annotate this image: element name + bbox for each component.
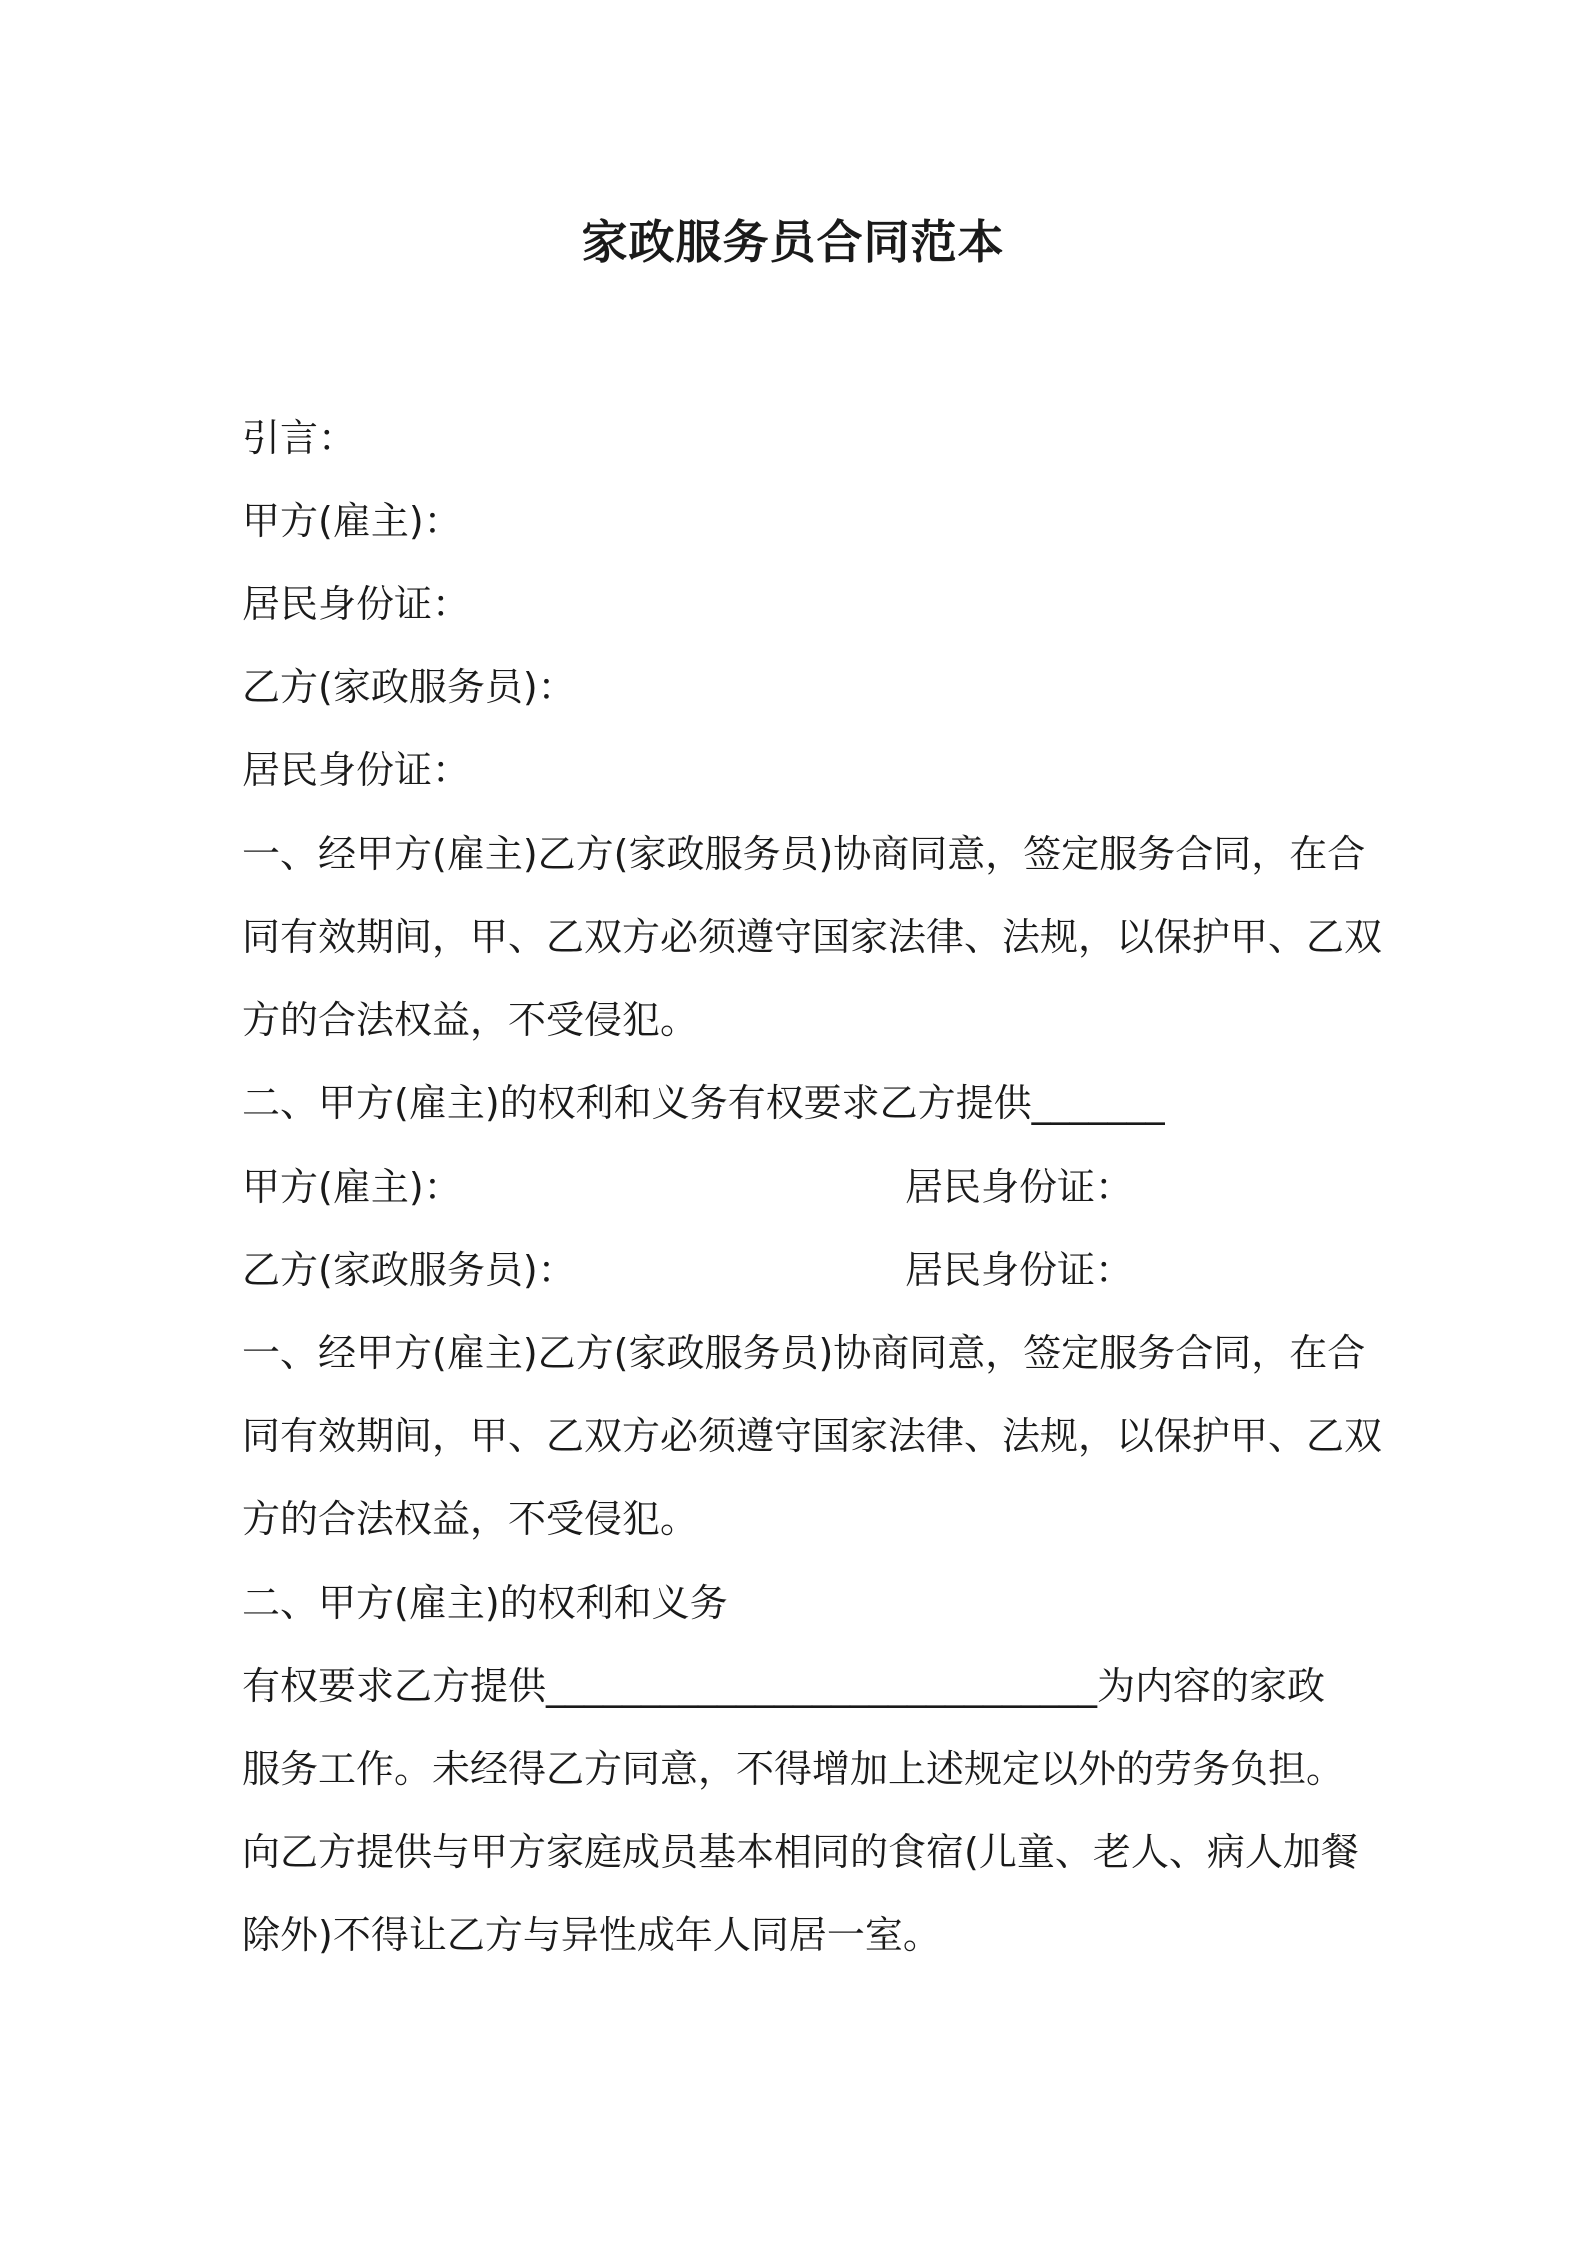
party-b-id-label-2: 居民身份证： — [905, 1248, 1134, 1292]
party-b-label-2: 乙方(家政服务员)： — [242, 1248, 576, 1292]
clause-1-line-3: 方的合法权益，不受侵犯。 — [242, 998, 699, 1042]
intro-label: 引言： — [242, 416, 357, 460]
party-a-label-2: 甲方(雇主)： — [242, 1165, 462, 1209]
clause-2b-line-3: 向乙方提供与甲方家庭成员基本相同的食宿(儿童、老人、病人加餐 — [242, 1830, 1359, 1874]
clause-1b-line-2: 同有效期间，甲、乙双方必须遵守国家法律、法规，以保护甲、乙双 — [242, 1414, 1383, 1458]
clause-1b-line-3: 方的合法权益，不受侵犯。 — [242, 1497, 699, 1541]
clause-1-line-1: 一、经甲方(雇主)乙方(家政服务员)协商同意，签定服务合同，在合 — [242, 832, 1366, 876]
party-b-label: 乙方(家政服务员)： — [242, 665, 576, 709]
clause-2b-line-2: 服务工作。未经得乙方同意，不得增加上述规定以外的劳务负担。 — [242, 1747, 1345, 1791]
party-a-id-label: 居民身份证： — [242, 582, 471, 626]
party-b-id-label: 居民身份证： — [242, 748, 471, 792]
document-title: 家政服务员合同范本 — [581, 215, 1005, 269]
party-a-label: 甲方(雇主)： — [242, 499, 462, 543]
party-a-id-label-2: 居民身份证： — [905, 1165, 1134, 1209]
clause-1-line-2: 同有效期间，甲、乙双方必须遵守国家法律、法规，以保护甲、乙双 — [242, 915, 1383, 959]
clause-2-line-1: 二、甲方(雇主)的权利和义务有权要求乙方提供_______ — [242, 1081, 1165, 1125]
clause-1b-line-1: 一、经甲方(雇主)乙方(家政服务员)协商同意，签定服务合同，在合 — [242, 1331, 1366, 1375]
clause-2b-line-1: 有权要求乙方提供_____________________________为内容的家政 — [242, 1664, 1326, 1708]
clause-2b-line-4: 除外)不得让乙方与异性成年人同居一室。 — [242, 1913, 941, 1957]
clause-2b-heading: 二、甲方(雇主)的权利和义务 — [242, 1581, 728, 1625]
